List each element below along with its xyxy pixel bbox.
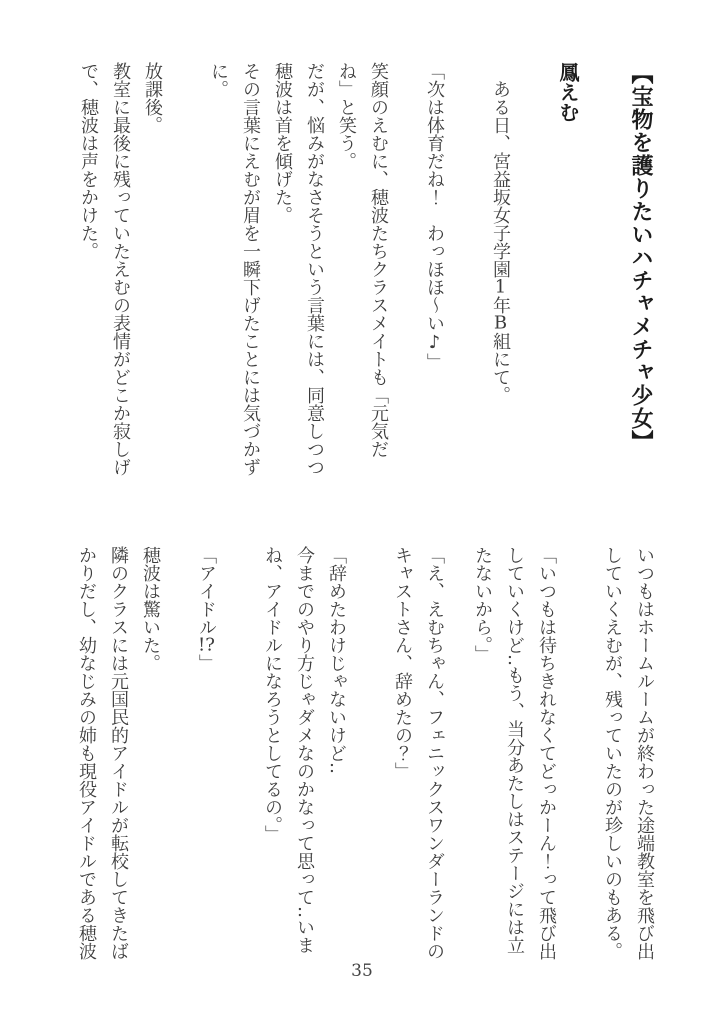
tate-chu-yoko: 1 [494, 278, 507, 296]
line-gap [222, 546, 256, 966]
text-line: ね、アイドルになろうとしてるの。」 [262, 546, 283, 843]
text-line: ある日、宮益坂女子学園1年B組にて。 [490, 80, 511, 404]
line-gap [450, 546, 466, 966]
line-gap [352, 546, 386, 966]
text-line: キャストさん、辞めたの？」 [392, 546, 413, 780]
text-line: で、穂波は声をかけた。 [78, 62, 99, 260]
text-line: 笑顔のえむに、穂波たちクラスメイトも「元気だ [368, 62, 389, 458]
text-line: 教室に最後に残っていたえむの表情がどこか寂しげ [110, 62, 131, 476]
text-line: 「え、えむちゃん、フェニックスワンダーランドの [424, 546, 445, 960]
line-gap [562, 546, 596, 966]
story-title: 【宝物を護りたいハチャメチャ少女】 [628, 62, 653, 453]
line-gap [394, 62, 418, 482]
text-line: かりだし、幼なじみの姉も現役アイドルである穂波 [76, 546, 97, 960]
text-line: 「いつもは待ちきれなくてどっかーん！って飛び出 [536, 546, 557, 960]
tate-chu-yoko: !? [198, 636, 215, 654]
text-line: その言葉にえむが眉を一瞬下げたことには気づかず [240, 62, 261, 476]
text-line: していくけど‥もう、当分あたしはステージには立 [504, 546, 525, 955]
line-gap [168, 62, 202, 482]
text-line: 穂波は驚いた。 [140, 546, 161, 672]
line-gap [450, 62, 484, 482]
text-line: だが、悩みがなさそうという言葉には、同意しつつ [304, 62, 325, 476]
text-line: いつもはホームルームが終わった途端教室を飛び出 [634, 546, 655, 960]
text-line: 隣のクラスには元国民的アイドルが転校してきたば [108, 546, 129, 960]
text-line: 穂波は首を傾げた。 [272, 62, 293, 224]
text-line: ね」と笑う。 [336, 62, 357, 170]
text-line: に。 [208, 62, 229, 98]
line-gap [586, 62, 620, 482]
character-name: 鳳えむ [556, 62, 580, 122]
line-gap [516, 62, 550, 482]
text-line: 「次は体育だね！ わっほほ〜い♪」 [424, 62, 445, 371]
text-line: していくえむが、残っていたのが珍しいのもある。 [602, 546, 623, 960]
lower-text-band [70, 546, 660, 966]
tate-chu-yoko: B [493, 314, 508, 332]
upper-text-band [72, 62, 660, 482]
line-gap [166, 546, 190, 966]
text-line: 今までのやり方じゃダメなのかなって思って‥いま [294, 546, 315, 955]
text-line: 「辞めたわけじゃないけど‥ [326, 546, 347, 775]
page-number: 35 [351, 961, 373, 981]
text-line: たないから。」 [472, 546, 493, 663]
text-line: 「アイドル!?」 [196, 546, 217, 672]
text-line: 放課後。 [142, 62, 163, 134]
